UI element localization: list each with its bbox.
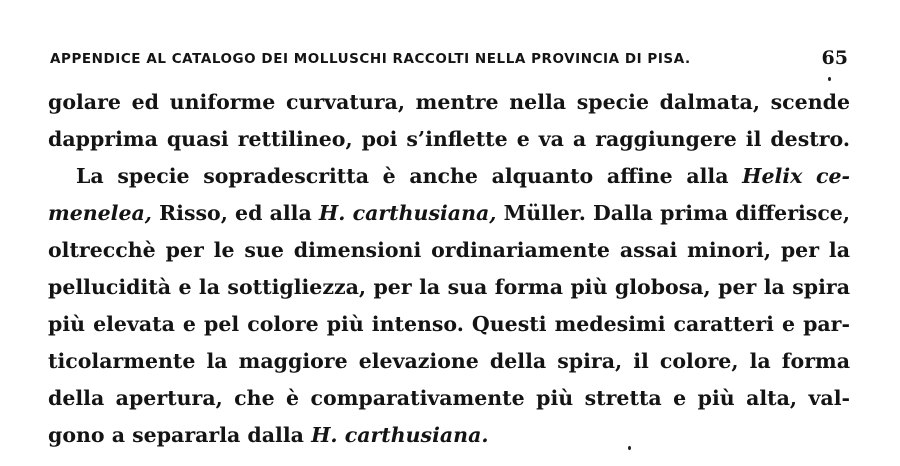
body-text (48, 84, 850, 454)
text-run: La specie sopradescritta è anche alquanto affine alla (76, 164, 729, 188)
taxon-name: menelea, (48, 201, 152, 225)
taxon-name: Helix ce- (742, 164, 850, 188)
text-line: oltrecchè per le sue dimensioni ordinariamente assai minori, per la (48, 238, 850, 262)
text-line (48, 195, 850, 232)
ink-speck (628, 446, 631, 450)
page-number: 65 (821, 47, 848, 69)
running-title: APPENDICE AL CATALOGO DEI MOLLUSCHI RACCOLTI NELLA PROVINCIA DI PISA. (50, 51, 691, 67)
text-run: Risso, ed alla (159, 201, 312, 225)
running-head (50, 49, 850, 71)
text-line: pellucidità e la sottigliezza, per la sua forma più globosa, per la spira (48, 275, 850, 299)
text-line: golare ed uniforme curvatura, mentre nella specie dalmata, scende (48, 90, 850, 114)
text-line: ticolarmente la maggiore elevazione della spira, il colore, la forma (48, 349, 850, 373)
taxon-name: H. carthusiana, (318, 201, 497, 225)
ink-speck (828, 77, 831, 81)
text-line: più elevata e pel colore più intenso. Questi medesimi caratteri e par- (48, 312, 850, 336)
text-run: Müller. Dalla prima differisce, (503, 201, 850, 225)
text-line (48, 158, 850, 195)
text-line (48, 417, 850, 454)
text-run: gono a separarla dalla (48, 423, 304, 447)
taxon-name: H. carthusiana. (311, 423, 489, 447)
text-line: della apertura, che è comparativamente più stretta e più alta, val- (48, 386, 850, 410)
text-line: dapprima quasi rettilineo, poi s’inflette e va a raggiungere il destro. (48, 127, 850, 151)
